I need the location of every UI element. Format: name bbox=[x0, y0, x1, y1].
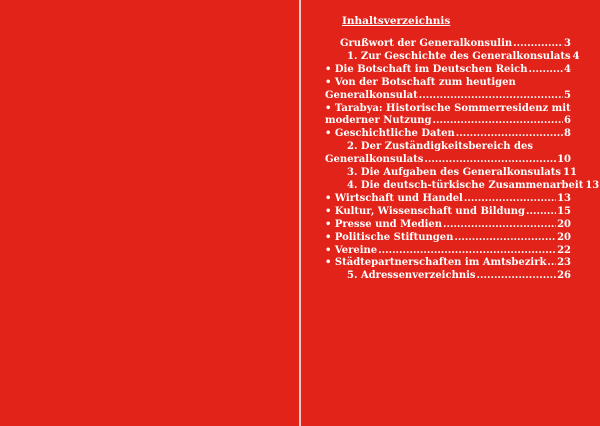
left-page bbox=[0, 0, 299, 426]
toc-entry-page: 3 bbox=[564, 38, 571, 49]
toc-entry-page: 13 bbox=[557, 192, 571, 204]
dot-leader bbox=[443, 219, 556, 232]
toc-entry-label: • Vereine bbox=[325, 244, 378, 256]
toc-entry bbox=[325, 193, 571, 206]
toc-entry-page: 4 bbox=[564, 63, 571, 75]
toc-entry-page: 11 bbox=[563, 167, 577, 179]
dot-leader bbox=[464, 193, 556, 206]
toc-entry-label: • Politische Stiftungen bbox=[325, 231, 454, 243]
dot-leader bbox=[529, 64, 564, 77]
toc-entry-label-line1: 2. Der Zuständigkeitsbereich des bbox=[347, 141, 534, 153]
toc-entry-label: • Städtepartnerschaften im Amtsbezirk bbox=[325, 257, 547, 269]
toc-entry bbox=[325, 270, 571, 283]
toc-entry-label: • Die Botschaft im Deutschen Reich bbox=[325, 63, 528, 75]
toc-title: Inhaltsverzeichnis bbox=[342, 15, 451, 27]
toc-entry-page: 26 bbox=[557, 270, 571, 282]
toc-entry bbox=[325, 245, 571, 258]
toc-entry-page: 4 bbox=[572, 50, 580, 62]
dot-leader bbox=[547, 257, 556, 270]
toc-entry-label: Grußwort der Generalkonsulin bbox=[340, 38, 513, 49]
toc-entry bbox=[325, 154, 571, 167]
toc-entry-label-line1: • Tarabya: Historische Sommerresidenz mit bbox=[325, 102, 571, 114]
toc-entry bbox=[325, 219, 571, 232]
toc-entry bbox=[325, 128, 571, 141]
toc-entry-page: 20 bbox=[557, 218, 571, 230]
toc-entry bbox=[325, 115, 571, 128]
toc-entry-page: 13 bbox=[585, 179, 600, 191]
toc-entry-page: 6 bbox=[564, 115, 571, 127]
toc-entry-label: • Kultur, Wissenschaft und Bildung bbox=[325, 205, 526, 217]
table-of-contents bbox=[325, 38, 600, 283]
toc-entry bbox=[325, 90, 571, 103]
dot-leader bbox=[378, 245, 556, 258]
dot-leader bbox=[526, 206, 556, 219]
dot-leader bbox=[477, 270, 557, 283]
dot-leader bbox=[424, 154, 556, 167]
toc-entry-page: 22 bbox=[557, 244, 571, 256]
toc-entry-label: moderner Nutzung bbox=[325, 115, 432, 127]
toc-entry-page: 10 bbox=[557, 154, 571, 166]
toc-entry-label: • Geschichtliche Daten bbox=[325, 128, 455, 140]
toc-entry-page: 20 bbox=[557, 231, 571, 243]
toc-entry-label: 1. Zur Geschichte des Generalkonsulats bbox=[347, 50, 571, 62]
toc-entry bbox=[325, 50, 580, 64]
toc-entry-label: 3. Die Aufgaben des Generalkonsulats bbox=[347, 167, 561, 179]
dot-leader bbox=[433, 115, 564, 128]
toc-entry bbox=[325, 206, 571, 219]
toc-entry-label: 5. Adressenverzeichnis bbox=[347, 270, 476, 282]
toc-entry bbox=[325, 179, 600, 193]
toc-entry-page: 15 bbox=[557, 205, 571, 217]
toc-entry bbox=[325, 232, 571, 245]
dot-leader bbox=[454, 232, 556, 245]
toc-entry-page: 23 bbox=[557, 257, 571, 269]
dot-leader bbox=[419, 90, 563, 103]
toc-entry bbox=[325, 64, 571, 77]
dot-leader bbox=[456, 128, 563, 141]
toc-entry bbox=[325, 38, 571, 51]
toc-entry bbox=[325, 257, 571, 270]
toc-entry-label-line1: • Von der Botschaft zum heutigen bbox=[325, 76, 516, 88]
toc-entry-label: Generalkonsulat bbox=[325, 89, 418, 101]
toc-entry-label: • Wirtschaft und Handel bbox=[325, 192, 463, 204]
toc-entry-label: • Presse und Medien bbox=[325, 218, 442, 230]
toc-entry-page: 8 bbox=[564, 128, 571, 140]
toc-entry-label: 4. Die deutsch-türkische Zusammenarbeit bbox=[347, 179, 584, 191]
toc-entry-page: 5 bbox=[564, 89, 571, 101]
dot-leader bbox=[513, 38, 563, 51]
toc-entry-label: Generalkonsulats bbox=[325, 154, 424, 166]
toc-entry bbox=[325, 167, 577, 180]
